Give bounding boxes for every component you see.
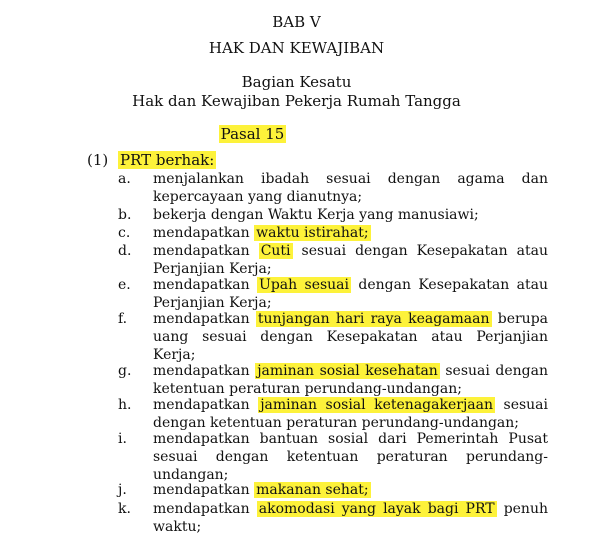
highlighted-phrase: waktu istirahat; (256, 225, 369, 241)
item-letter: d. (118, 243, 132, 259)
highlighted-phrase: Cuti (260, 243, 291, 259)
highlighted-phrase: jaminan sosial kesehatan (257, 363, 438, 379)
item-letter: i. (118, 431, 127, 447)
article-heading (0, 125, 549, 143)
item-text: mendapatkan jaminan sosial ketenagakerjaan sesuai dengan ketentuan peraturan perundang-undangan; (153, 397, 549, 431)
item-letter: c. (118, 225, 131, 241)
item-text: mendapatkan jaminan sosial kesehatan sesuai dengan ketentuan peraturan perundang-undangan; (153, 363, 548, 397)
part-title: Hak dan Kewajiban Pekerja Rumah Tangga (132, 92, 461, 110)
item-text: mendapatkan Upah sesuai dengan Kesepakatan atau Perjanjian Kerja; (153, 277, 548, 311)
highlighted-phrase: Upah sesuai (259, 277, 350, 293)
article-label: Pasal 15 (220, 125, 285, 143)
highlighted-phrase: makanan sehat; (256, 482, 369, 498)
item-letter: g. (118, 363, 132, 379)
clause-lead (118, 151, 216, 169)
item-letter: h. (118, 397, 132, 413)
part-number: Bagian Kesatu (241, 73, 352, 91)
item-text: mendapatkan bantuan sosial dari Pemerintah Pusat sesuai dengan ketentuan peraturan perundang- undangan; (153, 431, 548, 483)
item-letter: k. (118, 501, 131, 517)
item-text: mendapatkan akomodasi yang layak bagi PRT penuh waktu; (153, 501, 548, 535)
chapter-number: BAB V (272, 13, 321, 31)
clause-number: (1) (87, 151, 109, 169)
item-letter: j. (118, 482, 127, 498)
item-text: bekerja dengan Waktu Kerja yang manusiawi; (153, 207, 479, 223)
highlighted-phrase: jaminan sosial ketenagakerjaan (260, 397, 493, 413)
item-letter: b. (118, 207, 132, 223)
item-text: menjalankan ibadah sesuai dengan agama dan kepercayaan yang dianutnya; (153, 171, 548, 205)
chapter-title: HAK DAN KEWAJIBAN (208, 39, 385, 57)
item-letter: f. (118, 311, 128, 327)
item-text: mendapatkan Cuti sesuai dengan Kesepakatan atau Perjanjian Kerja; (153, 243, 548, 277)
highlighted-phrase: akomodasi yang layak bagi PRT (258, 501, 495, 517)
item-text: mendapatkan tunjangan hari raya keagamaan berupa uang sesuai dengan Kesepakatan atau Perjanjian Kerja; (153, 311, 549, 363)
clause-lead-text: PRT berhak: (120, 151, 215, 169)
item-letter: a. (118, 171, 131, 187)
item-letter: e. (118, 277, 131, 293)
item-text: mendapatkan waktu istirahat; (153, 225, 369, 241)
highlighted-phrase: tunjangan hari raya keagamaan (257, 311, 490, 327)
item-text: mendapatkan makanan sehat; (153, 482, 369, 498)
